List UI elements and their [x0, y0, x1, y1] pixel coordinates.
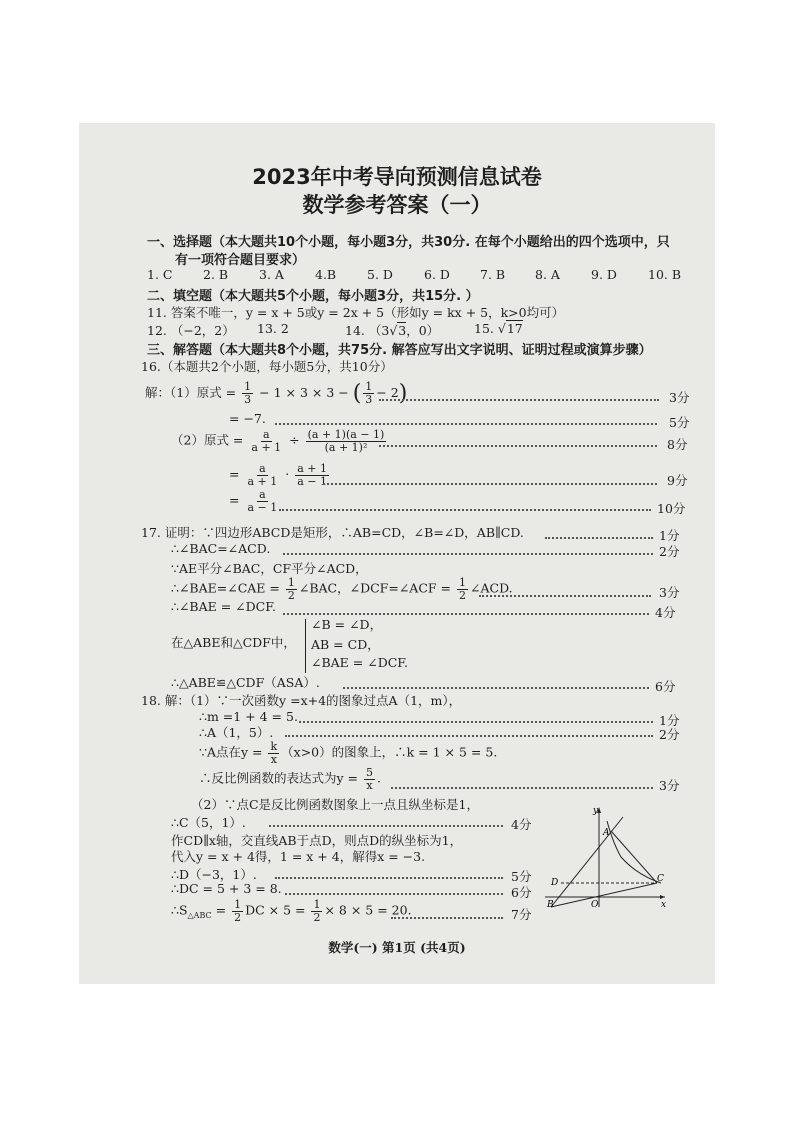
answer-11: 11. 答案不唯一，y = x + 5或y = 2x + 5（形如y = kx + 5，k>0均可）: [147, 305, 565, 320]
fraction-a-plus-1-over-a-minus-1: $\frac{a + 1}{a - 1}$: [297, 462, 327, 488]
score-q16-2-c: 10分: [657, 501, 686, 516]
score-q17-1: 1分: [659, 528, 680, 543]
leader-dots: [545, 537, 653, 539]
fraction-a-over-a-plus-1: $\frac{a}{a + 1}$: [251, 428, 282, 454]
answer-2: 2. B: [203, 267, 229, 282]
leader-dots: [285, 893, 503, 895]
q18-line3: ∴A（1，5）.: [199, 725, 274, 740]
leader-dots: [391, 917, 503, 919]
answer-8: 8. A: [535, 267, 560, 282]
fraction-a-over-a-minus-1: $\frac{a}{a - 1}$: [247, 488, 278, 514]
page-footer: 数学(一) 第1页 (共4页): [328, 940, 466, 955]
multiply-dot: ·: [285, 466, 290, 482]
q17-brace-line1: ∠B = ∠D，: [311, 617, 383, 632]
leader-dots: [343, 687, 649, 689]
score-q18-5: 5分: [511, 869, 532, 884]
leader-dots: [275, 877, 503, 879]
q17-line1: 17. 证明：∵四边形ABCD是矩形，∴AB=CD，∠B=∠D，AB∥CD.: [141, 525, 524, 540]
answer-10: 10. B: [648, 267, 682, 282]
q17-line6: 在△ABE和△CDF中，: [171, 635, 296, 650]
leader-dots: [479, 595, 651, 597]
divide-sign: ÷: [289, 432, 300, 448]
q18-line9: 代入y = x + 4得，1 = x + 4，解得x = −3.: [171, 849, 426, 864]
leader-dots: [285, 735, 653, 737]
score-q18-1: 1分: [659, 713, 680, 728]
answer-1: 1. C: [147, 267, 173, 282]
q16-1-tail: − 2: [376, 385, 399, 400]
leader-dots: [299, 721, 653, 723]
q18-line11: ∴DC = 5 + 3 = 8.: [171, 881, 282, 896]
q16-1-label: 解：（1）原式 =: [145, 385, 237, 400]
leader-dots: [283, 553, 653, 555]
leader-dots: [391, 787, 653, 789]
section-1-heading: 一、选择题（本大题共10个小题，每小题3分，共30分. 在每个小题给出的四个选项中，只: [147, 235, 670, 250]
answer-13: 13. 2: [257, 321, 289, 336]
q17-brace-line3: ∠BAE = ∠DCF.: [311, 655, 408, 670]
page-title: 2023年中考导向预测信息试卷: [252, 165, 542, 189]
score-q18-7: 7分: [511, 907, 532, 922]
score-q17-2: 2分: [659, 544, 680, 559]
score-q16-2-b: 9分: [667, 473, 688, 488]
answer-15-radicand: 17: [506, 321, 523, 336]
q16-2-step2: = $\frac{a}{a + 1}$ · $\frac{a + 1}{a - 1}$: [229, 462, 327, 488]
q17-line3: ∵AE平分∠BAC，CF平分∠ACD，: [171, 561, 368, 576]
answer-12: 12. （−2，2）: [147, 323, 235, 338]
score-q18-2: 2分: [659, 727, 680, 742]
page-subtitle: 数学参考答案（一）: [302, 193, 492, 217]
line-ac: [611, 831, 657, 883]
q18-line5: ∴反比例函数的表达式为y = $\frac{5}{x}$ .: [199, 766, 381, 792]
label-o: O: [591, 900, 599, 909]
q18-line4: ∵A点在y = $\frac{k}{x}$ （x>0）的图象上，∴k = 1 × 5 = 5.: [199, 740, 498, 766]
q18-line10: ∴D（−3，1）.: [171, 867, 257, 882]
x-axis-arrow: [660, 895, 665, 899]
answer-4: 4.B: [315, 267, 337, 282]
fraction-one-half: $\frac{1}{2}$: [287, 576, 295, 602]
label-b: B: [547, 900, 554, 909]
label-c: C: [657, 874, 664, 884]
answer-14-radicand: 3: [398, 323, 407, 338]
coordinate-graph: [541, 803, 669, 909]
q18-line12: $\therefore S_{\triangle ABC}$ = $\frac{1}{2}$ DC × 5 = $\frac{1}{2}$ × 8 × 5 = 20.: [171, 898, 412, 924]
answer-6: 6. D: [424, 267, 450, 282]
fraction-one-half-d: $\frac{1}{2}$: [313, 898, 321, 924]
q18-line7: ∴C（5，1）.: [171, 815, 246, 830]
system-brace: [305, 619, 306, 673]
fraction-5-over-x: $\frac{5}{x}$: [366, 766, 373, 792]
q16-1-middle: − 1 × 3 × 3 −: [259, 385, 349, 400]
q16-2-step3: = $\frac{a}{a - 1}$: [229, 488, 278, 514]
answer-sheet-page: [79, 123, 715, 984]
answer-9: 9. D: [591, 267, 617, 282]
answer-14-suffix: ，0）: [406, 323, 440, 338]
q18-line6: （2）∵点C是反比例函数图象上一点且纵坐标是1，: [191, 797, 479, 812]
score-q18-4: 4分: [511, 817, 532, 832]
leader-dots: [275, 423, 657, 425]
section-3-heading: 三、解答题（本大题共8个小题，共75分. 解答应写出文字说明、证明过程或演算步骤）: [147, 343, 652, 358]
q16-2-label: （2）原式 =: [171, 432, 244, 448]
label-y: y: [593, 806, 599, 816]
answer-14: 14. （3√3，0）: [345, 323, 440, 338]
q17-line5: ∴∠BAE = ∠DCF.: [171, 599, 276, 614]
score-q17-3: 3分: [659, 585, 680, 600]
score-q17-5: 6分: [655, 679, 676, 694]
fraction-one-half-b: $\frac{1}{2}$: [459, 576, 466, 602]
q18-line2: ∴m =1 + 4 = 5.: [199, 709, 298, 724]
q18-line1: 18. 解：（1）∵一次函数y =x+4的图象过点A（1，m），: [141, 693, 462, 708]
label-a: A: [603, 828, 610, 838]
q16-2-expression: [171, 429, 388, 453]
fraction-one-third: $\frac{1}{3}$: [244, 380, 252, 406]
answer-3: 3. A: [259, 267, 284, 282]
score-q16-1: 3分: [669, 390, 690, 405]
answer-5: 5. D: [367, 267, 393, 282]
fraction-one-third-b: $\frac{1}{3}$: [365, 380, 373, 406]
score-q17-4: 4分: [655, 605, 676, 620]
q18-line8: 作CD∥x轴，交直线AB于点D，则点D的纵坐标为1，: [171, 833, 463, 848]
q16-heading: 16.（本题共2个小题，每小题5分，共10分）: [141, 359, 393, 374]
q17-line4: ∴∠BAE=∠CAE = $\frac{1}{2}$ ∠BAC，∠DCF=∠ACF = $\frac{1}{2}$ ∠ACD.: [171, 576, 513, 602]
score-q18-3: 3分: [659, 778, 680, 793]
answer-14-prefix: 14. （3: [345, 323, 390, 338]
fraction-a-over-a-plus-1-b: $\frac{a}{a + 1}$: [247, 462, 278, 488]
score-q16-2-a: 8分: [667, 437, 688, 452]
q16-1-result: = −7.: [229, 411, 266, 426]
leader-dots: [379, 399, 659, 401]
leader-dots: [323, 483, 657, 485]
score-q18-6: 6分: [511, 885, 532, 900]
fraction-k-over-x: $\frac{k}{x}$: [270, 740, 278, 766]
section-2-heading: 二、填空题（本大题共5个小题，每小题3分，共15分. ）: [147, 289, 479, 304]
answer-7: 7. B: [480, 267, 506, 282]
q17-brace-line2: AB = CD，: [311, 637, 380, 652]
label-d: D: [551, 878, 559, 888]
hyperbola-curve: [607, 821, 661, 883]
section-1-heading-cont: 有一项符合题目要求）: [175, 253, 306, 268]
score-q16-1-result: 5分: [669, 415, 690, 430]
answer-15: [474, 321, 523, 336]
q16-1-expression: 解：（1）原式 = $\frac{1}{3}$ − 1 × 3 × 3 − ( $\frac{1}{3}$ − 2): [145, 380, 408, 406]
fraction-quotient: $\frac{(a + 1)(a - 1)}{\text{(a + 1)²}}$: [307, 428, 385, 454]
fraction-one-half-c: $\frac{1}{2}$: [234, 898, 242, 924]
answer-15-prefix: 15. √: [474, 321, 506, 336]
leader-dots: [279, 509, 651, 511]
leader-dots: [269, 825, 503, 827]
leader-dots: [379, 445, 657, 447]
q17-line2: ∴∠BAC=∠ACD.: [171, 541, 271, 556]
q17-line7: ∴△ABE≌△CDF（ASA）.: [171, 675, 320, 690]
label-x: x: [661, 900, 667, 909]
